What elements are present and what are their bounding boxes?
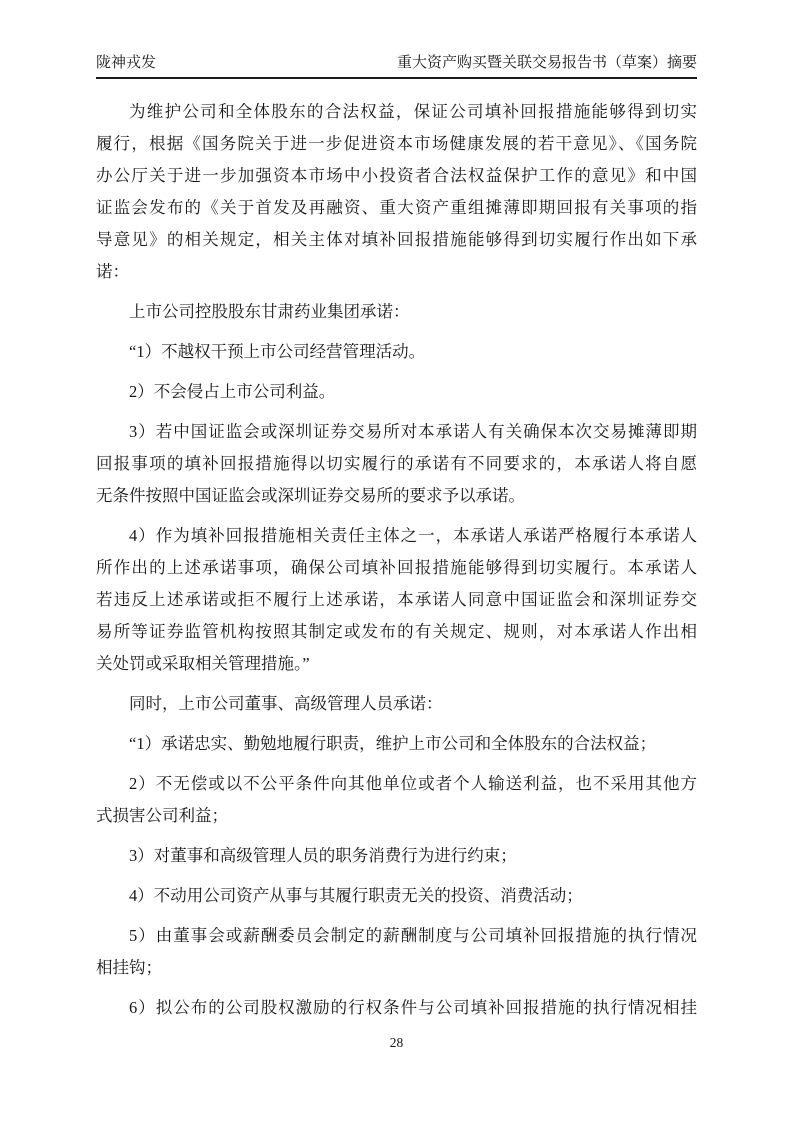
text-line: 履行，根据《国务院关于进一步促进资本市场健康发展的若干意见》、《国务院 xyxy=(96,133,697,153)
paragraph xyxy=(96,296,697,328)
text-line: 诺： xyxy=(96,261,129,281)
paragraph xyxy=(96,728,697,760)
text-line: 所作出的上述承诺事项，确保公司填补回报措施能够得到切实履行。本承诺人 xyxy=(96,557,697,577)
text-line: 导意见》的相关规定，相关主体对填补回报措施能够得到切实履行作出如下承 xyxy=(96,229,697,249)
text-line: 4）作为填补回报措施相关责任主体之一，本承诺人承诺严格履行本承诺人 xyxy=(129,525,697,545)
text-line: “1）承诺忠实、勤勉地履行职责，维护上市公司和全体股东的合法权益； xyxy=(129,733,657,753)
paragraph xyxy=(96,376,697,408)
paragraph xyxy=(96,768,697,832)
paragraph xyxy=(96,992,697,1024)
header-left-title: 陇神戎发 xyxy=(96,55,157,71)
paragraph xyxy=(96,520,697,680)
text-line: 为维护公司和全体股东的合法权益，保证公司填补回报措施能够得到切实 xyxy=(129,101,697,121)
paragraph xyxy=(96,336,697,368)
document-body xyxy=(96,96,697,1024)
paragraph xyxy=(96,840,697,872)
page-footer xyxy=(0,1035,793,1051)
paragraph xyxy=(96,880,697,912)
text-line: 4）不动用公司资产从事与其履行职责无关的投资、消费活动； xyxy=(129,885,583,905)
text-line: 6）拟公布的公司股权激励的行权条件与公司填补回报措施的执行情况相挂 xyxy=(129,997,697,1017)
header-right-title: 重大资产购买暨关联交易报告书（草案）摘要 xyxy=(396,55,697,71)
paragraph xyxy=(96,416,697,512)
text-line: 关处罚或采取相关管理措施。” xyxy=(96,653,310,673)
text-line: 式损害公司利益； xyxy=(96,805,228,825)
text-line: 同时，上市公司董事、高级管理人员承诺： xyxy=(129,693,443,713)
text-line: “1）不越权干预上市公司经营管理活动。 xyxy=(129,341,426,361)
text-line: 3）若中国证监会或深圳证券交易所对本承诺人有关确保本次交易摊薄即期 xyxy=(129,421,697,441)
text-line: 无条件按照中国证监会或深圳证券交易所的要求予以承诺。 xyxy=(96,485,525,505)
text-line: 易所等证券监管机构按照其制定或发布的有关规定、规则，对本承诺人作出相 xyxy=(96,621,697,641)
text-line: 2）不无偿或以不公平条件向其他单位或者个人输送利益，也不采用其他方 xyxy=(129,773,697,793)
page-header xyxy=(96,54,697,79)
text-line: 相挂钩； xyxy=(96,957,162,977)
text-line: 5）由董事会或薪酬委员会制定的薪酬制度与公司填补回报措施的执行情况 xyxy=(129,925,697,945)
text-line: 回报事项的填补回报措施得以切实履行的承诺有不同要求的，本承诺人将自愿 xyxy=(96,453,697,473)
paragraph xyxy=(96,96,697,288)
text-line: 上市公司控股股东甘肃药业集团承诺： xyxy=(129,301,410,321)
text-line: 若违反上述承诺或拒不履行上述承诺，本承诺人同意中国证监会和深圳证券交 xyxy=(96,589,697,609)
text-line: 2）不会侵占上市公司利益。 xyxy=(129,381,336,401)
paragraph xyxy=(96,688,697,720)
page-number: 28 xyxy=(389,1035,404,1050)
text-line: 办公厅关于进一步加强资本市场中小投资者合法权益保护工作的意见》和中国 xyxy=(96,165,697,185)
text-line: 证监会发布的《关于首发及再融资、重大资产重组摊薄即期回报有关事项的指 xyxy=(96,197,697,217)
text-line: 3）对董事和高级管理人员的职务消费行为进行约束； xyxy=(129,845,517,865)
paragraph xyxy=(96,920,697,984)
